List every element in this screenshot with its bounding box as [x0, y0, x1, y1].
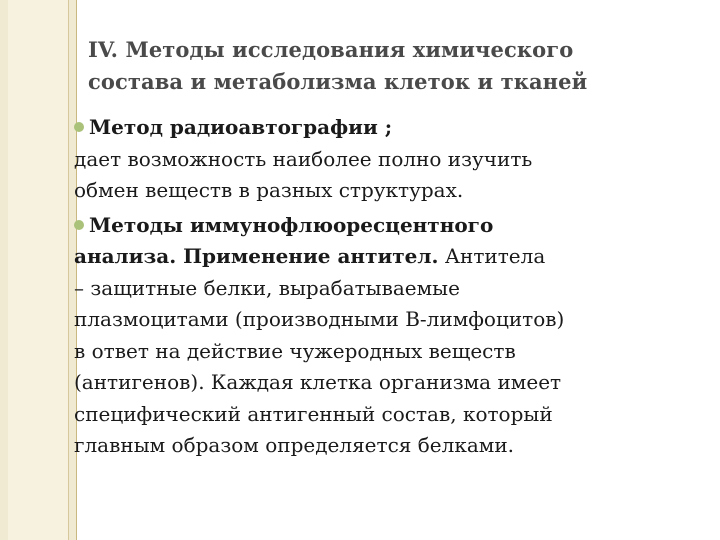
title-line-2: состава и метаболизма клеток и тканей	[88, 69, 588, 94]
slide-title	[88, 34, 698, 98]
item1-line-1: дает возможность наиболее полно изучить	[74, 146, 533, 171]
panel-divider-line	[68, 0, 69, 540]
item2-line-8: главным образом определяется белками.	[74, 433, 515, 457]
item2-line-3: – защитные белки, вырабатываемые	[74, 275, 460, 300]
item1-line-2: обмен веществ в разных структурах.	[74, 178, 464, 202]
bullet-dot-icon	[74, 220, 84, 230]
left-decorative-panel	[0, 0, 76, 540]
item2-heading-line-1: Методы иммунофлюоресцентного	[89, 212, 494, 237]
item2-line-5: в ответ на действие чужеродных веществ	[74, 338, 516, 363]
item2-line-6: (антигенов). Каждая клетка организма имеет	[74, 370, 562, 394]
bullet-item-radioautography	[74, 112, 710, 207]
bullet-item-immunofluorescence	[74, 210, 710, 462]
item2-line-4: плазмоцитами (производными В-лимфоцитов)	[74, 307, 565, 331]
item2-line-7: специфический антигенный состав, который	[74, 401, 553, 426]
title-line-1: IV. Методы исследования химического	[88, 37, 574, 62]
bullet-dot-icon	[74, 122, 84, 132]
item1-heading: Метод радиоавтографии ;	[89, 115, 393, 139]
slide-body	[74, 112, 710, 462]
item2-heading-line-2: анализа. Применение антител.	[74, 244, 439, 268]
item2-line-2-tail: Антитела	[438, 244, 546, 268]
left-panel-inner-stripe	[8, 0, 68, 540]
